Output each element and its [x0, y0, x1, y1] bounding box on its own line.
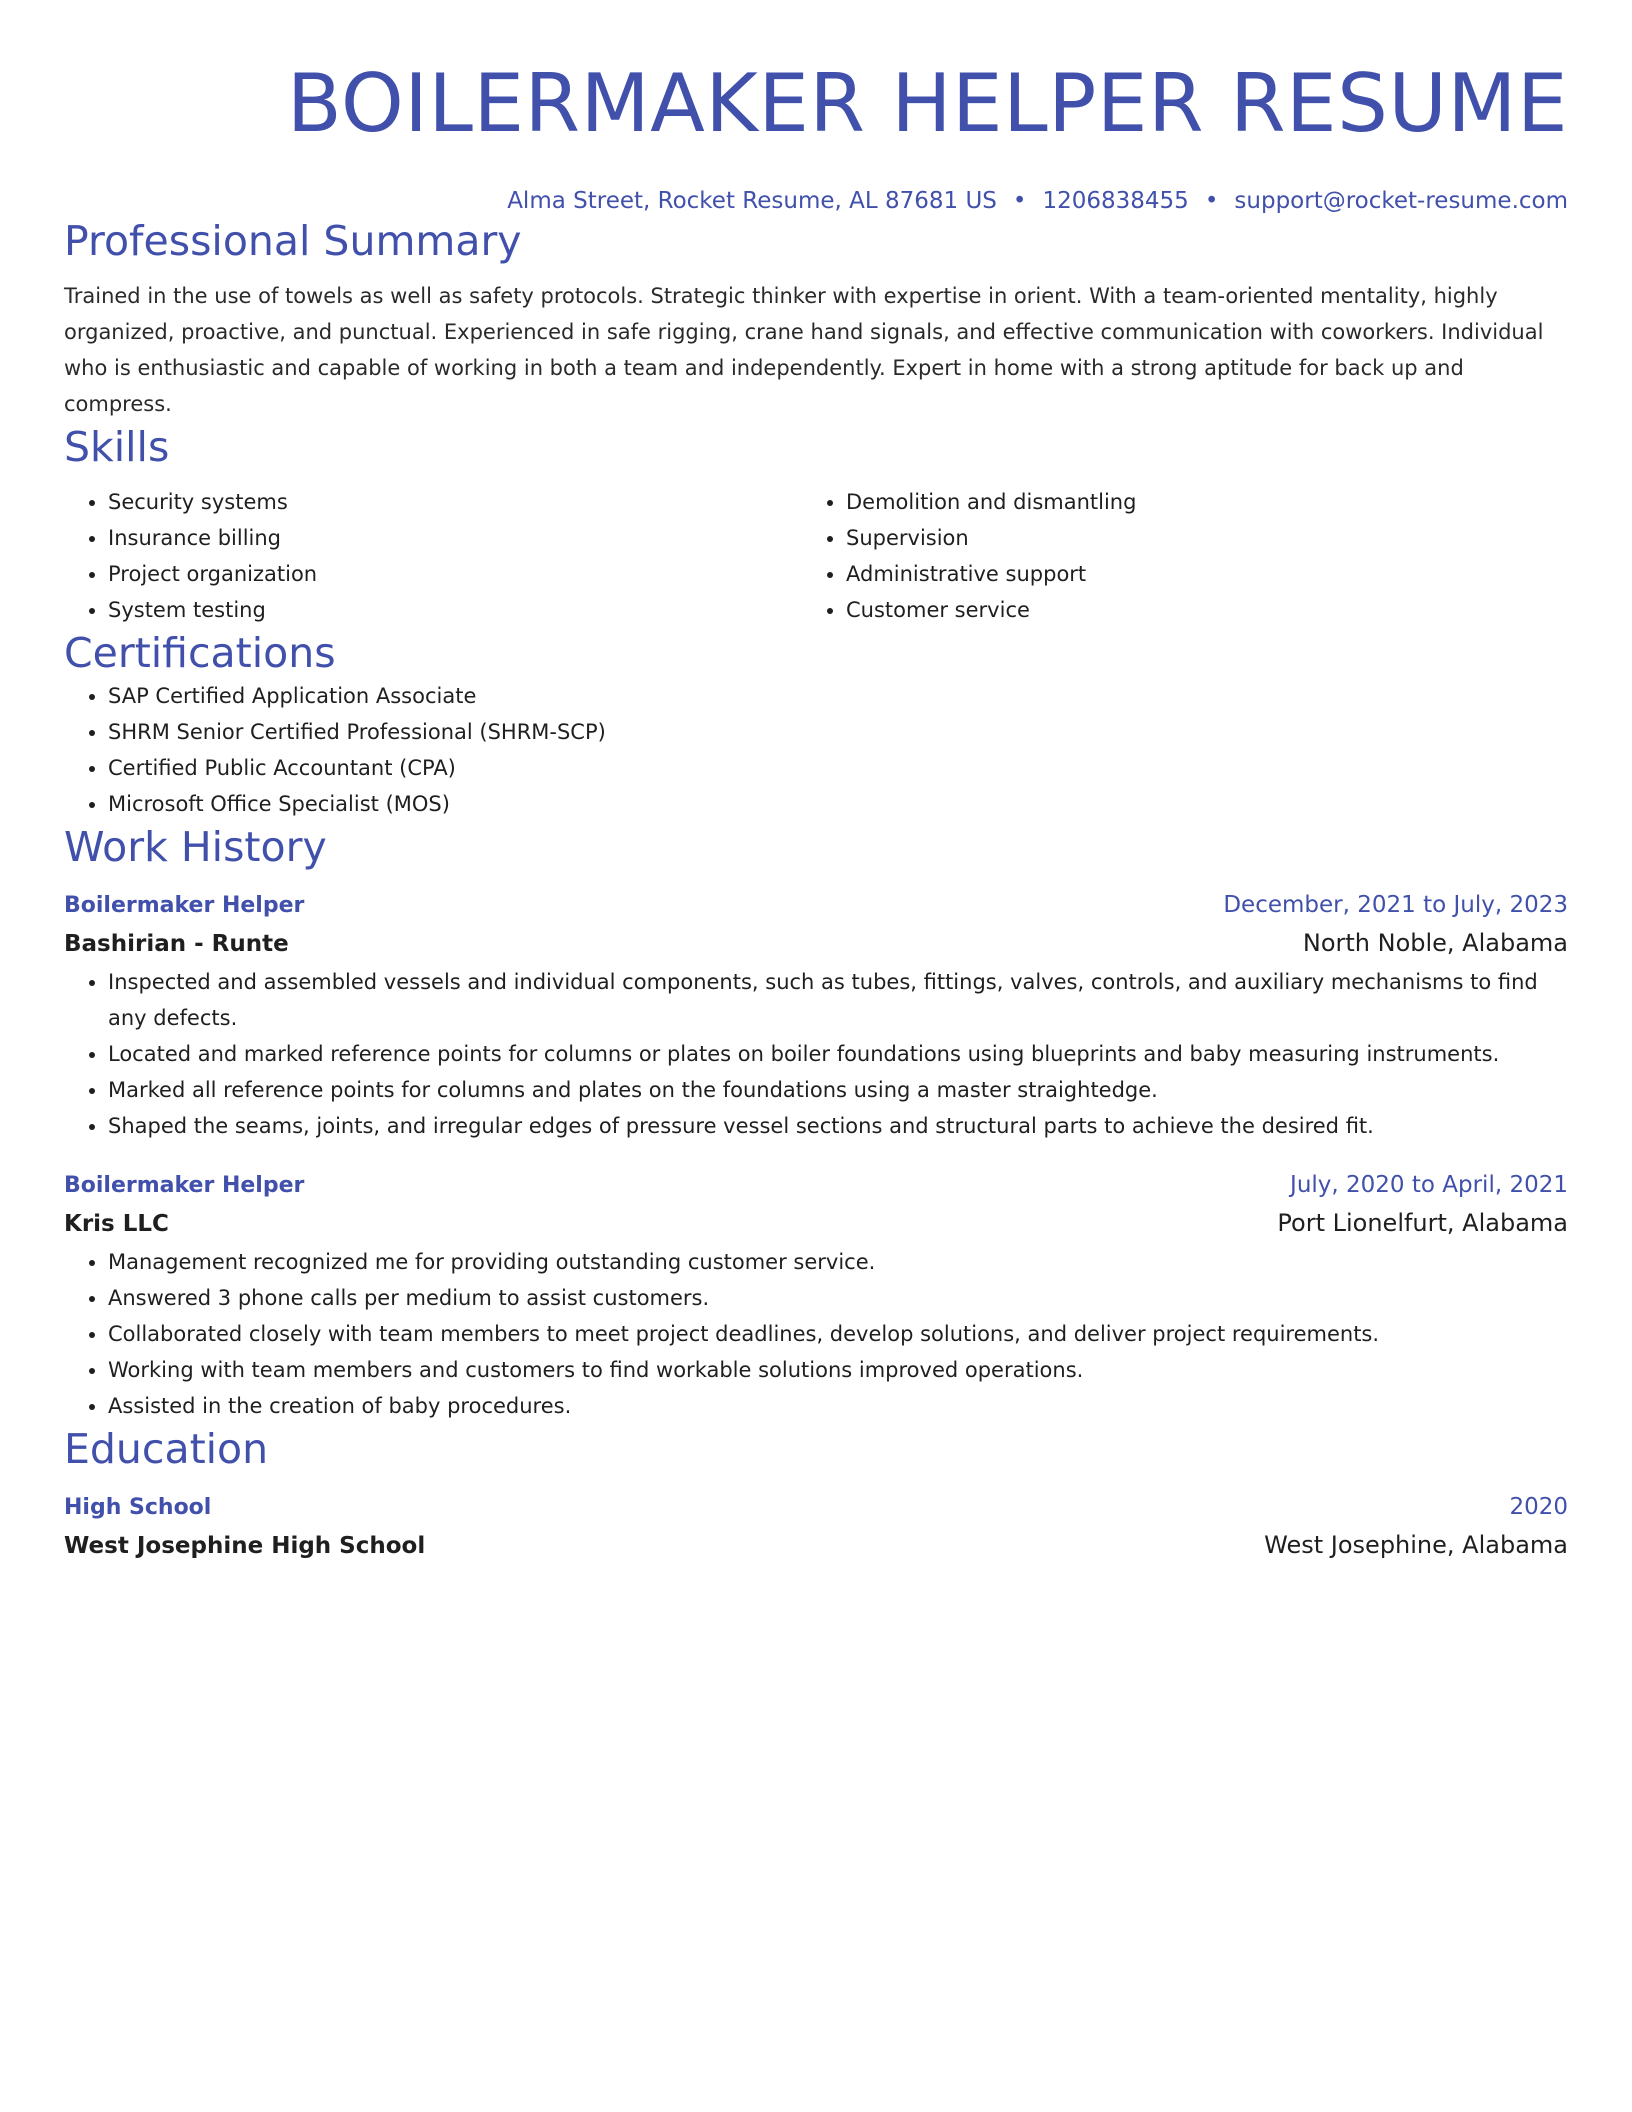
job-duties-list: [64, 964, 1568, 1144]
certifications-heading: Certifications: [64, 629, 336, 677]
skill-item: • Security systems: [108, 484, 802, 520]
certification-item: • SAP Certified Application Associate: [108, 678, 1568, 714]
job-dates: December, 2021 to July, 2023: [1223, 892, 1568, 918]
skills-left-list: [64, 484, 802, 628]
job-duty: • Marked all reference points for columns and plates on the foundations using a master straightedge.: [108, 1072, 1568, 1108]
certification-item: • Certified Public Accountant (CPA): [108, 750, 1568, 786]
education-degree: High School: [64, 1495, 212, 1520]
contact-address: Alma Street, Rocket Resume, AL 87681 US: [507, 188, 997, 214]
skills-right-column: [802, 484, 1540, 628]
contact-separator: •: [1012, 188, 1027, 214]
job-duty: • Assisted in the creation of baby procedures.: [108, 1388, 1568, 1424]
job-duty: • Inspected and assembled vessels and individual components, such as tubes, fittings, valves, controls, and auxiliary mechanisms to find any defects.: [108, 964, 1568, 1036]
skills-heading: Skills: [64, 423, 170, 471]
skills-left-column: [64, 484, 802, 628]
job-duty: • Working with team members and customers to find workable solutions improved operations.: [108, 1352, 1568, 1388]
job-header-row: [64, 1168, 1568, 1203]
education-location: West Josephine, Alabama: [1264, 1531, 1568, 1559]
contact-line: [64, 186, 1568, 216]
job-duty: • Management recognized me for providing outstanding customer service.: [108, 1244, 1568, 1280]
job-location: North Noble, Alabama: [1302, 929, 1568, 957]
job-company: Bashirian - Runte: [64, 931, 289, 957]
skills-right-list: [802, 484, 1540, 628]
job-location: Port Lionelfurt, Alabama: [1277, 1209, 1568, 1237]
skill-item: • Administrative support: [846, 556, 1540, 592]
job-title: Boilermaker Helper: [64, 893, 305, 918]
education-school-row: [64, 1525, 1568, 1566]
job-company-row: [64, 923, 1568, 964]
job-duty: • Shaped the seams, joints, and irregular edges of pressure vessel sections and structural parts to achieve the desired fit.: [108, 1108, 1568, 1144]
job-company: Kris LLC: [64, 1211, 169, 1237]
certification-item: • SHRM Senior Certified Professional (SHRM-SCP): [108, 714, 1568, 750]
skill-item: • Customer service: [846, 592, 1540, 628]
job-entry: [64, 1168, 1568, 1424]
job-duty: • Answered 3 phone calls per medium to assist customers.: [108, 1280, 1568, 1316]
education-year: 2020: [1509, 1494, 1568, 1520]
job-title: Boilermaker Helper: [64, 1173, 305, 1198]
job-duty: • Located and marked reference points for columns or plates on boiler foundations using blueprints and baby measuring instruments.: [108, 1036, 1568, 1072]
contact-separator: •: [1204, 188, 1219, 214]
education-school: West Josephine High School: [64, 1533, 426, 1559]
contact-email: support@rocket-resume.com: [1234, 188, 1568, 214]
education-heading: Education: [64, 1425, 269, 1473]
job-header-row: [64, 888, 1568, 923]
resume-title: BOILERMAKER HELPER RESUME: [286, 57, 1568, 150]
education-header-row: [64, 1490, 1568, 1525]
certification-item: • Microsoft Office Specialist (MOS): [108, 786, 1568, 822]
skill-item: • Supervision: [846, 520, 1540, 556]
summary-text: Trained in the use of towels as well as safety protocols. Strategic thinker with expertise in orient. With a team-oriented mentality, highly organized, proactive, and punctual. Experienced in safe rigging, crane hand signals, and effective communication with coworkers. Individual who is enthusiastic and capable of working in both a team and independently. Expert in home with a strong aptitude for back up and compress.: [64, 284, 1544, 416]
education-entry: [64, 1490, 1568, 1566]
job-duty: • Collaborated closely with team members to meet project deadlines, develop solutions, and deliver project requirements.: [108, 1316, 1568, 1352]
certifications-list: [64, 678, 1568, 822]
skill-item: • Demolition and dismantling: [846, 484, 1540, 520]
job-duties-list: [64, 1244, 1568, 1424]
work-history-heading: Work History: [64, 823, 327, 871]
skills-columns: [64, 484, 1568, 628]
job-company-row: [64, 1203, 1568, 1244]
skill-item: • System testing: [108, 592, 802, 628]
contact-phone: 1206838455: [1042, 188, 1189, 214]
summary-heading: Professional Summary: [64, 217, 522, 265]
skill-item: • Project organization: [108, 556, 802, 592]
skill-item: • Insurance billing: [108, 520, 802, 556]
job-entry: [64, 888, 1568, 1144]
job-dates: July, 2020 to April, 2021: [1290, 1172, 1568, 1198]
